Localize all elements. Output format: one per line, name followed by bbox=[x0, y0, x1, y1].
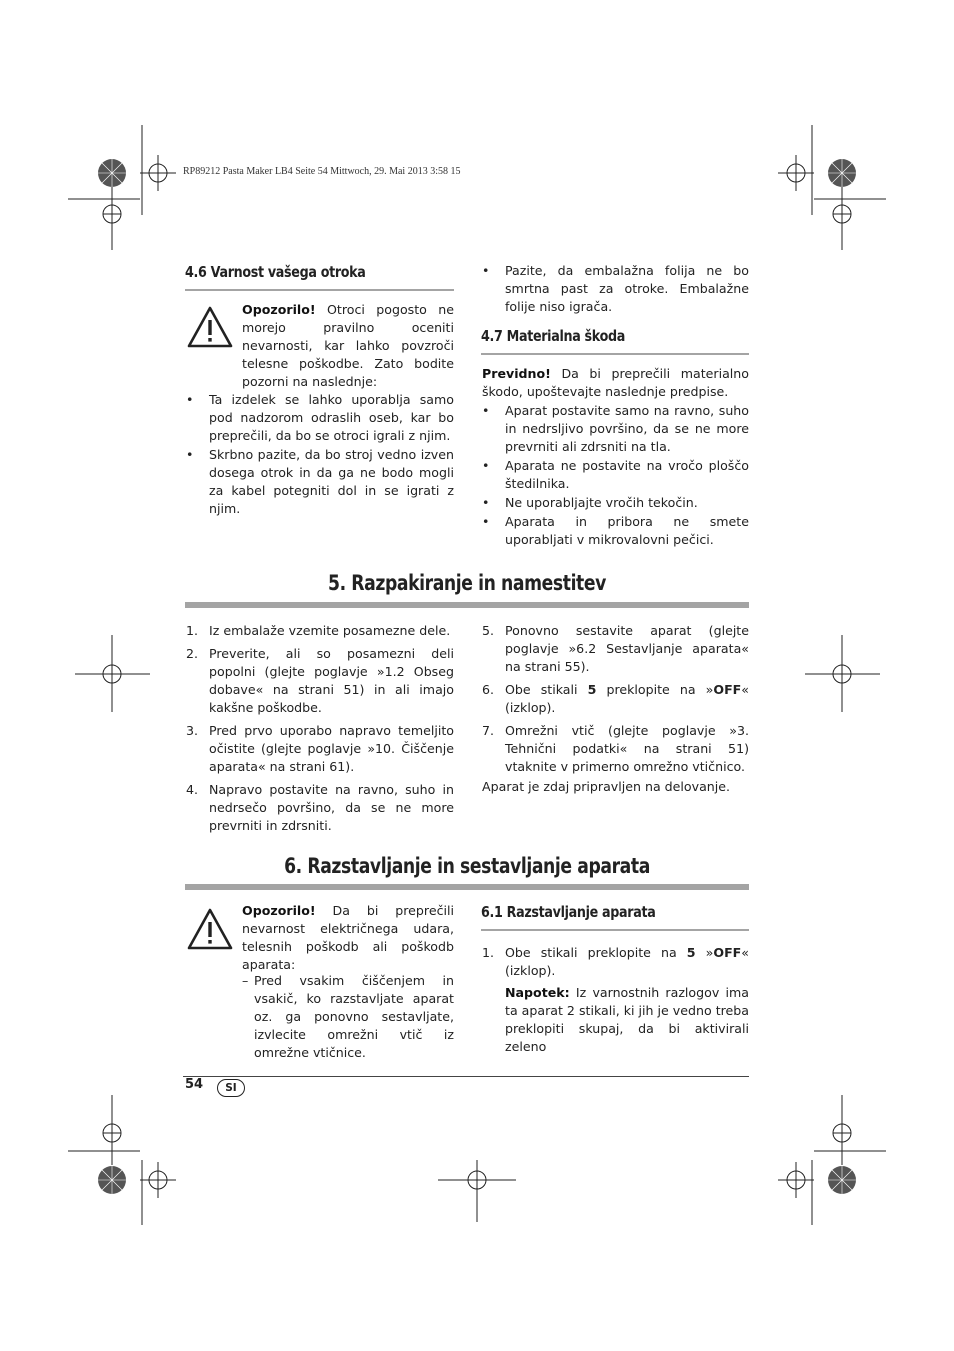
step-item bbox=[482, 722, 749, 776]
chapter-5-title: 5. Razpakiranje in namestitev bbox=[328, 571, 606, 595]
footer-rule bbox=[183, 1076, 749, 1077]
list-item bbox=[186, 391, 454, 445]
step-item bbox=[186, 781, 454, 835]
page-number: 54 bbox=[185, 1077, 204, 1092]
list-item-text: Ta izdelek se lahko uporablja samo pod nadzorom odraslih oseb, kar bo preprečili, da bo se otroci igrali z njim. bbox=[209, 392, 454, 443]
step-text bbox=[505, 945, 749, 978]
list-item bbox=[482, 494, 749, 512]
step-number: 3. bbox=[186, 723, 199, 738]
section-4-7-bullets bbox=[482, 402, 749, 550]
chapter-6-warning bbox=[242, 902, 454, 974]
off-label: OFF bbox=[713, 682, 742, 697]
step-text-part: » bbox=[695, 945, 714, 960]
step-number: 2. bbox=[186, 646, 199, 661]
chapter-5-steps-right bbox=[482, 622, 749, 781]
chapter-rule bbox=[185, 884, 749, 890]
chapter-rule bbox=[185, 602, 749, 608]
chapter-5-steps-left bbox=[186, 622, 454, 840]
list-item-text: Pred vsakim čiščenjem in vsakič, ko razstavljate aparat oz. ga ponovno sestavljate, izvlecite omrežni vtič iz omrežne vtičnice. bbox=[254, 973, 454, 1060]
step-text-part: Obe stikali bbox=[505, 682, 588, 697]
caution-text: Da bi preprečili materialno škodo, upoštevajte naslednje predpise. bbox=[482, 366, 749, 399]
step-item bbox=[186, 622, 454, 640]
list-item bbox=[482, 457, 749, 493]
section-6-1-title: 6.1 Razstavljanje aparata bbox=[481, 903, 656, 921]
section-rule bbox=[481, 929, 749, 931]
step-number: 5. bbox=[482, 623, 495, 638]
list-item bbox=[482, 262, 749, 316]
step-number: 4. bbox=[186, 782, 199, 797]
bullet-mark: • bbox=[482, 458, 490, 473]
switch-number: 5 bbox=[587, 682, 597, 697]
section-6-1-steps bbox=[482, 944, 749, 985]
warning-triangle-icon bbox=[187, 305, 233, 349]
warning-triangle-icon bbox=[187, 907, 233, 951]
step-number: 7. bbox=[482, 723, 495, 738]
list-item bbox=[482, 402, 749, 456]
step-item bbox=[482, 681, 749, 717]
warning-label: Opozorilo! bbox=[242, 903, 316, 918]
list-item-text: Ne uporabljajte vročih tekočin. bbox=[505, 495, 698, 510]
step-item bbox=[482, 622, 749, 676]
bullet-mark: • bbox=[482, 263, 490, 278]
step-text bbox=[505, 682, 749, 715]
bullet-mark: • bbox=[482, 403, 490, 418]
step-number: 6. bbox=[482, 682, 495, 697]
step-item bbox=[482, 944, 749, 980]
step-text-part: « (izklop). bbox=[505, 945, 749, 978]
off-label: OFF bbox=[713, 945, 742, 960]
step-item bbox=[186, 722, 454, 776]
section-4-7-caution bbox=[482, 365, 749, 401]
step-text: Omrežni vtič (glejte poglavje »3. Tehnični podatki« na strani 51) vtaknite v primerno omrežno vtičnico. bbox=[505, 723, 749, 774]
packaging-bullets bbox=[482, 262, 749, 317]
section-4-6-warning bbox=[242, 301, 454, 391]
step-text-part: preklopite na » bbox=[596, 682, 714, 697]
list-item bbox=[482, 513, 749, 549]
step-text: Pred prvo uporabo napravo temeljito očistite (glejte poglavje »10. Čiščenje aparata« na strani 61). bbox=[209, 723, 454, 774]
section-6-1-note bbox=[505, 984, 749, 1056]
caution-label: Previdno! bbox=[482, 366, 551, 381]
step-number: 1. bbox=[186, 623, 199, 638]
note-label: Napotek: bbox=[505, 985, 570, 1000]
step-text: Napravo postavite na ravno, suho in nedrsečo površino, da se ne more prevrniti in zdrsniti. bbox=[209, 782, 454, 833]
warning-label: Opozorilo! bbox=[242, 302, 316, 317]
step-text: Iz embalaže vzemite posamezne dele. bbox=[209, 623, 451, 638]
chapter-6-title: 6. Razstavljanje in sestavljanje aparata bbox=[284, 854, 650, 878]
bullet-mark: • bbox=[186, 392, 194, 407]
list-item bbox=[242, 972, 454, 1062]
dash-mark: – bbox=[242, 973, 249, 988]
note-text: Iz varnostnih razlogov ima ta aparat 2 stikali, ki jih je vedno treba preklopiti skupaj, da bi aktivirali zeleno bbox=[505, 985, 749, 1054]
bullet-mark: • bbox=[186, 447, 194, 462]
section-rule bbox=[185, 289, 454, 291]
step-text-part: Obe stikali preklopite na bbox=[505, 945, 687, 960]
print-info-line: RP89212 Pasta Maker LB4 Seite 54 Mittwoch, 29. Mai 2013 3:58 15 bbox=[183, 166, 461, 177]
section-4-7-title: 4.7 Materialna škoda bbox=[481, 327, 625, 345]
section-rule bbox=[481, 353, 749, 355]
list-item-text: Skrbno pazite, da bo stroj vedno izven dosega otrok in da ga ne bodo mogli za kabel potegniti dol in se igrati z njim. bbox=[209, 447, 454, 516]
list-item-text: Pazite, da embalažna folija ne bo smrtna past za otroke. Embalažne folije niso igrača. bbox=[505, 263, 749, 314]
list-item-text: Aparata in pribora ne smete uporabljati v mikrovalovni pečici. bbox=[505, 514, 749, 547]
step-item bbox=[186, 645, 454, 717]
section-4-6-title: 4.6 Varnost vašega otroka bbox=[185, 263, 366, 281]
chapter-6-dash-list bbox=[242, 972, 454, 1063]
step-text-part: « (izklop). bbox=[505, 682, 749, 715]
step-number: 1. bbox=[482, 945, 495, 960]
language-badge: SI bbox=[217, 1079, 245, 1097]
list-item bbox=[186, 446, 454, 518]
step-text: Ponovno sestavite aparat (glejte poglavje »6.2 Sestavljanje aparata« na strani 55). bbox=[505, 623, 749, 674]
step-text: Preverite, ali so posamezni deli popolni (glejte poglavje »1.2 Obseg dobave« na strani 51) in ali imajo kakšne poškodbe. bbox=[209, 646, 454, 715]
warning-text: Otroci pogosto ne morejo pravilno oceniti nevarnosti, kar lahko povzroči telesne poškodbe. Zato bodite pozorni na naslednje: bbox=[242, 302, 454, 389]
list-item-text: Aparat postavite samo na ravno, suho in nedrsljivo površino, da se ne more prevrniti ali zdrsniti na tla. bbox=[505, 403, 749, 454]
warning-text: Da bi preprečili nevarnost električnega udara, telesnih poškodb ali poškodb aparata: bbox=[242, 903, 454, 972]
bullet-mark: • bbox=[482, 495, 490, 510]
section-4-6-bullets bbox=[186, 391, 454, 519]
switch-number: 5 bbox=[686, 945, 696, 960]
bullet-mark: • bbox=[482, 514, 490, 529]
ready-text: Aparat je zdaj pripravljen na delovanje. bbox=[482, 779, 731, 794]
list-item-text: Aparata ne postavite na vročo ploščo štedilnika. bbox=[505, 458, 749, 491]
